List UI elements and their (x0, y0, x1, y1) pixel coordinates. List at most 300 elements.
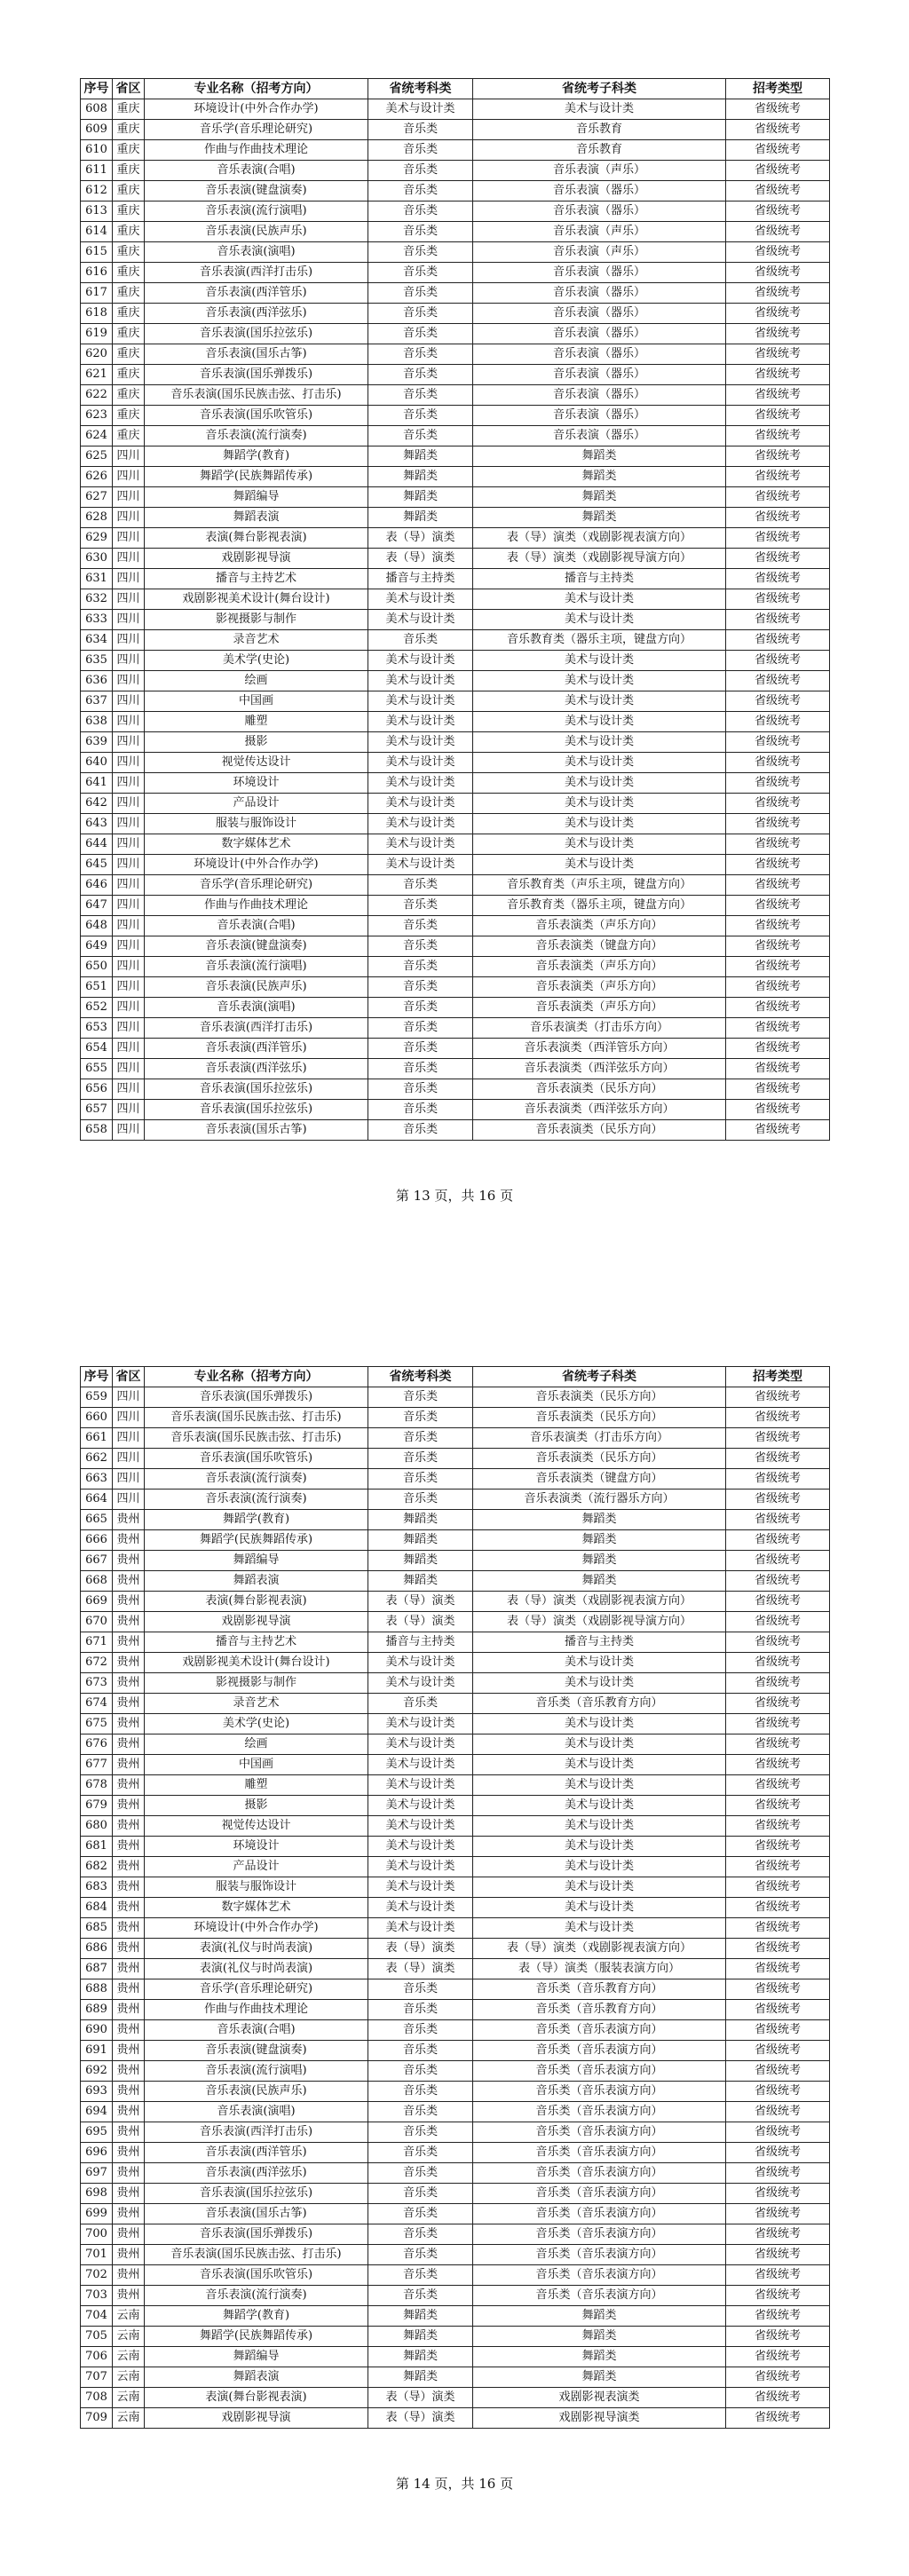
seq-cell: 694 (81, 2102, 113, 2122)
exam-subcategory-cell: 音乐类（音乐表演方向） (473, 2061, 726, 2082)
province-cell: 四川 (113, 998, 145, 1018)
seq-cell: 626 (81, 467, 113, 487)
admission-type-cell: 省级统考 (726, 385, 830, 406)
exam-category-cell: 音乐类 (368, 2082, 473, 2102)
seq-cell: 661 (81, 1428, 113, 1449)
admission-type-cell: 省级统考 (726, 2020, 830, 2041)
province-cell: 四川 (113, 855, 145, 875)
seq-cell: 644 (81, 834, 113, 855)
seq-cell: 635 (81, 651, 113, 671)
admission-type-cell: 省级统考 (726, 1489, 830, 1510)
province-cell: 四川 (113, 814, 145, 834)
table-row (81, 1755, 830, 1775)
admission-type-cell: 省级统考 (726, 467, 830, 487)
major-name-cell: 音乐表演(西洋打击乐) (145, 2122, 368, 2143)
seq-cell: 666 (81, 1530, 113, 1551)
major-name-cell: 表演(礼仪与时尚表演) (145, 1959, 368, 1979)
table-row (81, 1408, 830, 1428)
seq-cell: 617 (81, 283, 113, 304)
table-row (81, 2367, 830, 2388)
admission-type-cell: 省级统考 (726, 426, 830, 446)
admission-type-cell: 省级统考 (726, 671, 830, 691)
table-row (81, 916, 830, 936)
seq-cell: 638 (81, 712, 113, 732)
province-cell: 四川 (113, 1100, 145, 1120)
admission-type-cell: 省级统考 (726, 794, 830, 814)
exam-subcategory-cell: 音乐类（音乐表演方向） (473, 2082, 726, 2102)
seq-cell: 629 (81, 528, 113, 549)
province-cell: 四川 (113, 589, 145, 610)
exam-category-cell: 舞蹈类 (368, 1510, 473, 1530)
exam-subcategory-cell: 音乐类（音乐表演方向） (473, 2020, 726, 2041)
exam-category-cell: 美术与设计类 (368, 1796, 473, 1816)
exam-category-cell: 音乐类 (368, 2245, 473, 2265)
table-row (81, 732, 830, 753)
header-major-name: 专业名称（招考方向） (145, 1367, 368, 1387)
table-row (81, 2265, 830, 2286)
major-name-cell: 音乐表演(国乐民族击弦、打击乐) (145, 2245, 368, 2265)
exam-subcategory-cell: 美术与设计类 (473, 1898, 726, 1918)
admission-type-cell: 省级统考 (726, 1959, 830, 1979)
admission-type-cell: 省级统考 (726, 549, 830, 569)
exam-subcategory-cell: 音乐表演（器乐） (473, 181, 726, 201)
admission-type-cell: 省级统考 (726, 2265, 830, 2286)
exam-category-cell: 音乐类 (368, 181, 473, 201)
exam-subcategory-cell: 音乐类（音乐教育方向） (473, 1979, 726, 2000)
exam-subcategory-cell: 音乐类（音乐教育方向） (473, 1694, 726, 1714)
exam-category-cell: 音乐类 (368, 1694, 473, 1714)
exam-category-cell: 美术与设计类 (368, 712, 473, 732)
table-row (81, 1489, 830, 1510)
seq-cell: 640 (81, 753, 113, 773)
province-cell: 重庆 (113, 161, 145, 181)
province-cell: 四川 (113, 753, 145, 773)
exam-subcategory-cell: 美术与设计类 (473, 712, 726, 732)
major-name-cell: 音乐表演(国乐弹拨乐) (145, 365, 368, 385)
table-row (81, 1959, 830, 1979)
major-name-cell: 音乐表演(西洋打击乐) (145, 263, 368, 283)
exam-subcategory-cell: 舞蹈类 (473, 1551, 726, 1571)
seq-cell: 690 (81, 2020, 113, 2041)
province-cell: 重庆 (113, 283, 145, 304)
exam-subcategory-cell: 音乐表演类（民乐方向） (473, 1120, 726, 1141)
province-cell: 四川 (113, 732, 145, 753)
exam-category-cell: 音乐类 (368, 426, 473, 446)
exam-subcategory-cell: 音乐类（音乐表演方向） (473, 2122, 726, 2143)
table-row (81, 487, 830, 508)
province-cell: 云南 (113, 2327, 145, 2347)
table-row (81, 2163, 830, 2184)
major-name-cell: 音乐表演(合唱) (145, 2020, 368, 2041)
admission-type-cell: 省级统考 (726, 1796, 830, 1816)
admission-type-cell: 省级统考 (726, 1755, 830, 1775)
exam-category-cell: 舞蹈类 (368, 1551, 473, 1571)
exam-subcategory-cell: 舞蹈类 (473, 446, 726, 467)
province-cell: 云南 (113, 2388, 145, 2408)
major-name-cell: 表演(礼仪与时尚表演) (145, 1939, 368, 1959)
exam-category-cell: 美术与设计类 (368, 1653, 473, 1673)
major-name-cell: 音乐表演(国乐民族击弦、打击乐) (145, 1428, 368, 1449)
table-row (81, 161, 830, 181)
exam-subcategory-cell: 美术与设计类 (473, 814, 726, 834)
exam-subcategory-cell: 音乐表演类（键盘方向） (473, 936, 726, 957)
major-name-cell: 音乐学(音乐理论研究) (145, 875, 368, 896)
exam-category-cell: 音乐类 (368, 201, 473, 222)
table-row (81, 1877, 830, 1898)
province-cell: 贵州 (113, 1694, 145, 1714)
province-cell: 贵州 (113, 2102, 145, 2122)
exam-category-cell: 美术与设计类 (368, 99, 473, 120)
major-name-cell: 音乐表演(键盘演奏) (145, 181, 368, 201)
province-cell: 四川 (113, 712, 145, 732)
table-row (81, 2184, 830, 2204)
admission-type-cell: 省级统考 (726, 936, 830, 957)
exam-subcategory-cell: 音乐表演（器乐） (473, 304, 726, 324)
admission-type-cell: 省级统考 (726, 2306, 830, 2327)
exam-category-cell: 音乐类 (368, 630, 473, 651)
seq-cell: 668 (81, 1571, 113, 1592)
major-name-cell: 播音与主持艺术 (145, 569, 368, 589)
seq-cell: 700 (81, 2224, 113, 2245)
admission-type-cell: 省级统考 (726, 2163, 830, 2184)
table-row (81, 1939, 830, 1959)
exam-subcategory-cell: 音乐表演类（声乐方向） (473, 977, 726, 998)
seq-cell: 697 (81, 2163, 113, 2184)
table-row (81, 2204, 830, 2224)
exam-category-cell: 舞蹈类 (368, 2347, 473, 2367)
province-cell: 四川 (113, 875, 145, 896)
province-cell: 重庆 (113, 222, 145, 242)
province-cell: 贵州 (113, 2286, 145, 2306)
exam-category-cell: 表（导）演类 (368, 1939, 473, 1959)
table-row (81, 630, 830, 651)
province-cell: 贵州 (113, 1918, 145, 1939)
exam-subcategory-cell: 表（导）演类（戏剧影视表演方向） (473, 1592, 726, 1612)
exam-subcategory-cell: 音乐类（音乐表演方向） (473, 2224, 726, 2245)
exam-category-cell: 表（导）演类 (368, 2408, 473, 2429)
table-row (81, 1694, 830, 1714)
province-cell: 贵州 (113, 1877, 145, 1898)
province-cell: 贵州 (113, 1734, 145, 1755)
seq-cell: 651 (81, 977, 113, 998)
seq-cell: 675 (81, 1714, 113, 1734)
exam-subcategory-cell: 音乐表演类（声乐方向） (473, 998, 726, 1018)
seq-cell: 664 (81, 1489, 113, 1510)
page-footer: 第 13 页，共 16 页 (395, 1188, 514, 1204)
seq-cell: 645 (81, 855, 113, 875)
major-name-cell: 音乐表演(流行演唱) (145, 957, 368, 977)
major-name-cell: 戏剧影视导演 (145, 1612, 368, 1632)
seq-cell: 641 (81, 773, 113, 794)
table-row (81, 2347, 830, 2367)
province-cell: 云南 (113, 2306, 145, 2327)
exam-category-cell: 美术与设计类 (368, 773, 473, 794)
province-cell: 贵州 (113, 1510, 145, 1530)
exam-category-cell: 音乐类 (368, 2102, 473, 2122)
seq-cell: 707 (81, 2367, 113, 2388)
admission-type-cell: 省级统考 (726, 1673, 830, 1694)
major-name-cell: 舞蹈编导 (145, 487, 368, 508)
seq-cell: 614 (81, 222, 113, 242)
admission-type-cell: 省级统考 (726, 1837, 830, 1857)
exam-category-cell: 舞蹈类 (368, 1530, 473, 1551)
admission-type-cell: 省级统考 (726, 753, 830, 773)
admission-type-cell: 省级统考 (726, 406, 830, 426)
seq-cell: 688 (81, 1979, 113, 2000)
exam-category-cell: 音乐类 (368, 1979, 473, 2000)
header-exam-category: 省统考科类 (368, 79, 473, 99)
province-cell: 贵州 (113, 1592, 145, 1612)
exam-category-cell: 美术与设计类 (368, 1755, 473, 1775)
province-cell: 重庆 (113, 263, 145, 283)
exam-category-cell: 音乐类 (368, 2163, 473, 2184)
table-row (81, 875, 830, 896)
exam-subcategory-cell: 美术与设计类 (473, 1857, 726, 1877)
major-name-cell: 雕塑 (145, 712, 368, 732)
header-exam-subcategory: 省统考子科类 (473, 79, 726, 99)
province-cell: 四川 (113, 834, 145, 855)
exam-category-cell: 舞蹈类 (368, 446, 473, 467)
seq-cell: 703 (81, 2286, 113, 2306)
document-page-14 (0, 1288, 909, 2576)
major-name-cell: 音乐表演(国乐古筝) (145, 344, 368, 365)
admission-type-cell: 省级统考 (726, 1694, 830, 1714)
seq-cell: 681 (81, 1837, 113, 1857)
province-cell: 四川 (113, 957, 145, 977)
major-name-cell: 作曲与作曲技术理论 (145, 140, 368, 161)
header-admission-type: 招考类型 (726, 1367, 830, 1387)
major-name-cell: 作曲与作曲技术理论 (145, 2000, 368, 2020)
major-name-cell: 服装与服饰设计 (145, 1877, 368, 1898)
province-cell: 贵州 (113, 1632, 145, 1653)
exam-category-cell: 音乐类 (368, 916, 473, 936)
exam-subcategory-cell: 舞蹈类 (473, 2347, 726, 2367)
province-cell: 贵州 (113, 1755, 145, 1775)
table-row (81, 304, 830, 324)
major-name-cell: 音乐表演(国乐民族击弦、打击乐) (145, 1408, 368, 1428)
admission-type-cell: 省级统考 (726, 1510, 830, 1530)
table-row (81, 2388, 830, 2408)
province-cell: 重庆 (113, 406, 145, 426)
exam-subcategory-cell: 舞蹈类 (473, 2306, 726, 2327)
exam-subcategory-cell: 音乐表演（器乐） (473, 283, 726, 304)
major-name-cell: 舞蹈学(教育) (145, 1510, 368, 1530)
exam-category-cell: 舞蹈类 (368, 2327, 473, 2347)
admission-type-cell: 省级统考 (726, 365, 830, 385)
major-name-cell: 戏剧影视美术设计(舞台设计) (145, 589, 368, 610)
admission-type-cell: 省级统考 (726, 957, 830, 977)
table-row (81, 365, 830, 385)
major-name-cell: 美术学(史论) (145, 1714, 368, 1734)
enrollment-table (80, 1366, 830, 2429)
exam-subcategory-cell: 音乐类（音乐表演方向） (473, 2041, 726, 2061)
province-cell: 四川 (113, 1408, 145, 1428)
table-row (81, 1857, 830, 1877)
province-cell: 四川 (113, 896, 145, 916)
province-cell: 贵州 (113, 1837, 145, 1857)
exam-category-cell: 美术与设计类 (368, 1877, 473, 1898)
major-name-cell: 环境设计(中外合作办学) (145, 1918, 368, 1939)
exam-subcategory-cell: 音乐教育类（声乐主项，键盘方向） (473, 875, 726, 896)
table-row (81, 528, 830, 549)
table-row (81, 2286, 830, 2306)
exam-subcategory-cell: 音乐类（音乐表演方向） (473, 2184, 726, 2204)
major-name-cell: 音乐表演(西洋打击乐) (145, 1018, 368, 1039)
exam-subcategory-cell: 音乐表演类（民乐方向） (473, 1449, 726, 1469)
admission-type-cell: 省级统考 (726, 1571, 830, 1592)
seq-cell: 698 (81, 2184, 113, 2204)
admission-type-cell: 省级统考 (726, 651, 830, 671)
province-cell: 四川 (113, 916, 145, 936)
exam-subcategory-cell: 音乐表演类（声乐方向） (473, 916, 726, 936)
table-row (81, 651, 830, 671)
table-row (81, 1510, 830, 1530)
admission-type-cell: 省级统考 (726, 2041, 830, 2061)
admission-type-cell: 省级统考 (726, 712, 830, 732)
table-row (81, 1530, 830, 1551)
seq-cell: 706 (81, 2347, 113, 2367)
admission-type-cell: 省级统考 (726, 1079, 830, 1100)
table-row (81, 406, 830, 426)
province-cell: 贵州 (113, 1857, 145, 1877)
major-name-cell: 音乐表演(合唱) (145, 916, 368, 936)
province-cell: 四川 (113, 1079, 145, 1100)
exam-subcategory-cell: 音乐教育 (473, 120, 726, 140)
admission-type-cell: 省级统考 (726, 834, 830, 855)
exam-category-cell: 音乐类 (368, 324, 473, 344)
major-name-cell: 音乐表演(键盘演奏) (145, 936, 368, 957)
exam-category-cell: 播音与主持类 (368, 1632, 473, 1653)
province-cell: 四川 (113, 651, 145, 671)
admission-type-cell: 省级统考 (726, 1428, 830, 1449)
exam-category-cell: 音乐类 (368, 406, 473, 426)
major-name-cell: 音乐表演(国乐拉弦乐) (145, 1079, 368, 1100)
seq-cell: 689 (81, 2000, 113, 2020)
exam-subcategory-cell: 音乐教育类（器乐主项，键盘方向） (473, 896, 726, 916)
province-cell: 四川 (113, 549, 145, 569)
admission-type-cell: 省级统考 (726, 1039, 830, 1059)
seq-cell: 620 (81, 344, 113, 365)
exam-category-cell: 音乐类 (368, 1428, 473, 1449)
exam-subcategory-cell: 戏剧影视导演类 (473, 2408, 726, 2429)
exam-category-cell: 美术与设计类 (368, 1714, 473, 1734)
admission-type-cell: 省级统考 (726, 2245, 830, 2265)
major-name-cell: 音乐学(音乐理论研究) (145, 1979, 368, 2000)
exam-subcategory-cell: 美术与设计类 (473, 834, 726, 855)
table-row (81, 1898, 830, 1918)
admission-type-cell: 省级统考 (726, 998, 830, 1018)
exam-category-cell: 舞蹈类 (368, 467, 473, 487)
exam-category-cell: 美术与设计类 (368, 1837, 473, 1857)
admission-type-cell: 省级统考 (726, 1551, 830, 1571)
seq-cell: 693 (81, 2082, 113, 2102)
exam-category-cell: 美术与设计类 (368, 671, 473, 691)
table-row (81, 753, 830, 773)
major-name-cell: 播音与主持艺术 (145, 1632, 368, 1653)
admission-type-cell: 省级统考 (726, 2286, 830, 2306)
major-name-cell: 表演(舞台影视表演) (145, 528, 368, 549)
table-row (81, 1428, 830, 1449)
province-cell: 重庆 (113, 201, 145, 222)
province-cell: 四川 (113, 1469, 145, 1489)
table-row (81, 814, 830, 834)
table-row (81, 2102, 830, 2122)
major-name-cell: 摄影 (145, 732, 368, 753)
table-row (81, 1571, 830, 1592)
table-row (81, 569, 830, 589)
exam-subcategory-cell: 戏剧影视表演类 (473, 2388, 726, 2408)
table-row (81, 691, 830, 712)
seq-cell: 636 (81, 671, 113, 691)
major-name-cell: 舞蹈学(民族舞蹈传承) (145, 1530, 368, 1551)
major-name-cell: 音乐表演(国乐吹管乐) (145, 406, 368, 426)
exam-subcategory-cell: 舞蹈类 (473, 2367, 726, 2388)
province-cell: 贵州 (113, 1939, 145, 1959)
exam-subcategory-cell: 音乐表演类（民乐方向） (473, 1079, 726, 1100)
major-name-cell: 音乐表演(流行演奏) (145, 426, 368, 446)
exam-subcategory-cell: 美术与设计类 (473, 1837, 726, 1857)
table-row (81, 1469, 830, 1489)
major-name-cell: 表演(舞台影视表演) (145, 1592, 368, 1612)
major-name-cell: 音乐表演(国乐拉弦乐) (145, 1100, 368, 1120)
table-row (81, 1734, 830, 1755)
major-name-cell: 中国画 (145, 691, 368, 712)
major-name-cell: 绘画 (145, 671, 368, 691)
major-name-cell: 音乐表演(民族声乐) (145, 2082, 368, 2102)
seq-cell: 672 (81, 1653, 113, 1673)
admission-type-cell: 省级统考 (726, 1387, 830, 1408)
exam-category-cell: 音乐类 (368, 2286, 473, 2306)
major-name-cell: 表演(舞台影视表演) (145, 2388, 368, 2408)
table-row (81, 1079, 830, 1100)
seq-cell: 692 (81, 2061, 113, 2082)
admission-type-cell: 省级统考 (726, 1918, 830, 1939)
province-cell: 贵州 (113, 2041, 145, 2061)
major-name-cell: 环境设计 (145, 773, 368, 794)
admission-type-cell: 省级统考 (726, 222, 830, 242)
table-row (81, 99, 830, 120)
table-row (81, 426, 830, 446)
exam-subcategory-cell: 美术与设计类 (473, 1653, 726, 1673)
seq-cell: 622 (81, 385, 113, 406)
admission-type-cell: 省级统考 (726, 589, 830, 610)
exam-subcategory-cell: 音乐表演（器乐） (473, 201, 726, 222)
province-cell: 贵州 (113, 2184, 145, 2204)
admission-type-cell: 省级统考 (726, 1877, 830, 1898)
seq-cell: 691 (81, 2041, 113, 2061)
exam-category-cell: 音乐类 (368, 2143, 473, 2163)
province-cell: 贵州 (113, 2000, 145, 2020)
province-cell: 贵州 (113, 2245, 145, 2265)
exam-category-cell: 美术与设计类 (368, 855, 473, 875)
page-footer: 第 14 页，共 16 页 (395, 2476, 514, 2492)
province-cell: 贵州 (113, 2204, 145, 2224)
exam-category-cell: 音乐类 (368, 365, 473, 385)
major-name-cell: 数字媒体艺术 (145, 1898, 368, 1918)
admission-type-cell: 省级统考 (726, 99, 830, 120)
province-cell: 贵州 (113, 2122, 145, 2143)
table-row (81, 1653, 830, 1673)
exam-subcategory-cell: 音乐表演（声乐） (473, 161, 726, 181)
exam-category-cell: 音乐类 (368, 875, 473, 896)
seq-cell: 649 (81, 936, 113, 957)
exam-subcategory-cell: 音乐类（音乐表演方向） (473, 2245, 726, 2265)
header-exam-category: 省统考科类 (368, 1367, 473, 1387)
table-row (81, 344, 830, 365)
province-cell: 四川 (113, 671, 145, 691)
province-cell: 四川 (113, 569, 145, 589)
seq-cell: 647 (81, 896, 113, 916)
